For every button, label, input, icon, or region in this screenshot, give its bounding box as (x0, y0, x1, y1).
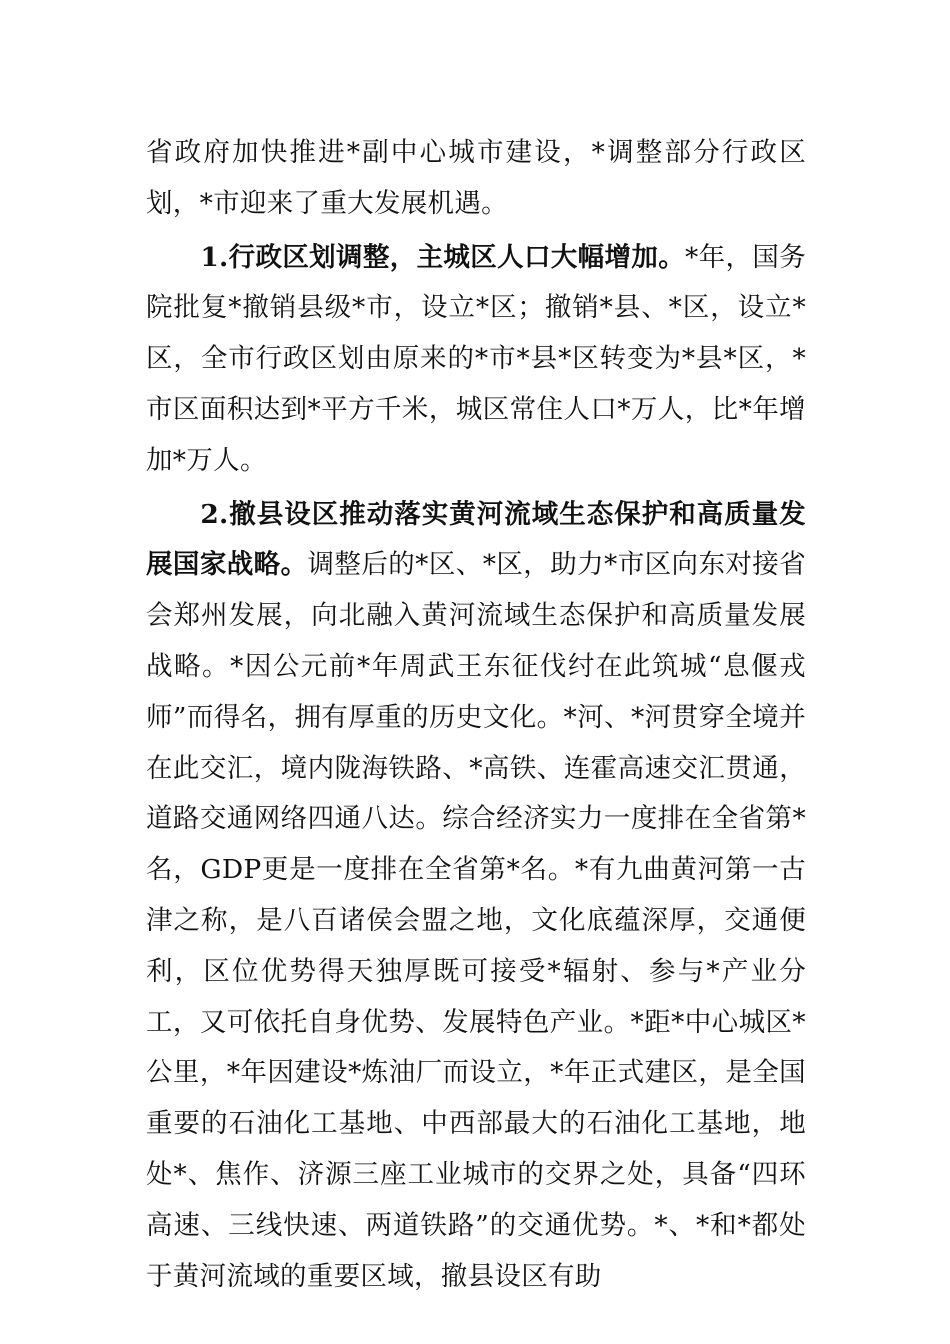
paragraph-text: *年，国务院批复*撤销县级*市，设立*区；撤销*县、*区，设立*区，全市行政区划由原来的*市*县*区转变为*县*区，*市区面积达到*平方千米，城区常住人口*万人，比*年增加*万人。 (146, 241, 806, 476)
paragraph-text: 省政府加快推进*副中心城市建设，*调整部分行政区划，*市迎来了重大发展机遇。 (146, 137, 806, 219)
section-heading-2: 2.撤县设区推动落实黄河流域生态保护和高质量发展国家战略。 (146, 498, 806, 581)
section-heading-1: 1.行政区划调整，主城区人口大幅增加。 (200, 241, 686, 273)
paragraph-admin-division (146, 233, 806, 487)
document-body (146, 128, 806, 1302)
paragraph-text: 调整后的*区、*区，助力*市区向东对接省会郑州发展，向北融入黄河流域生态保护和高质量发展战略。*因公元前*年周武王东征伐纣在此筑城“息偃戎师”而得名，拥有厚重的历史文化。*河、*河贯穿全境并在此交汇，境内陇海铁路、*高铁、连霍高速交汇贯通，道路交通网络四通八达。综合经济实力一度排在全省第*名，GDP更是一度排在全省第*名。*有九曲黄河第一古津之称，是八百诸侯会盟之地，文化底蕴深厚，交通便利，区位优势得天独厚既可接受*辐射、参与*产业分工，又可依托自身优势、发展特色产业。*距*中心城区*公里，*年因建设*炼油厂而设立，*年正式建区，是全国重要的石油化工基地、中西部最大的石油化工基地，地处*、焦作、济源三座工业城市的交界之处，具备“四环高速、三线快速、两道铁路”的交通优势。*、*和*都处于黄河流域的重要区域，撤县设区有助 (146, 549, 806, 1292)
paragraph-yellow-river-strategy (146, 490, 806, 1303)
paragraph-intro (146, 128, 806, 230)
